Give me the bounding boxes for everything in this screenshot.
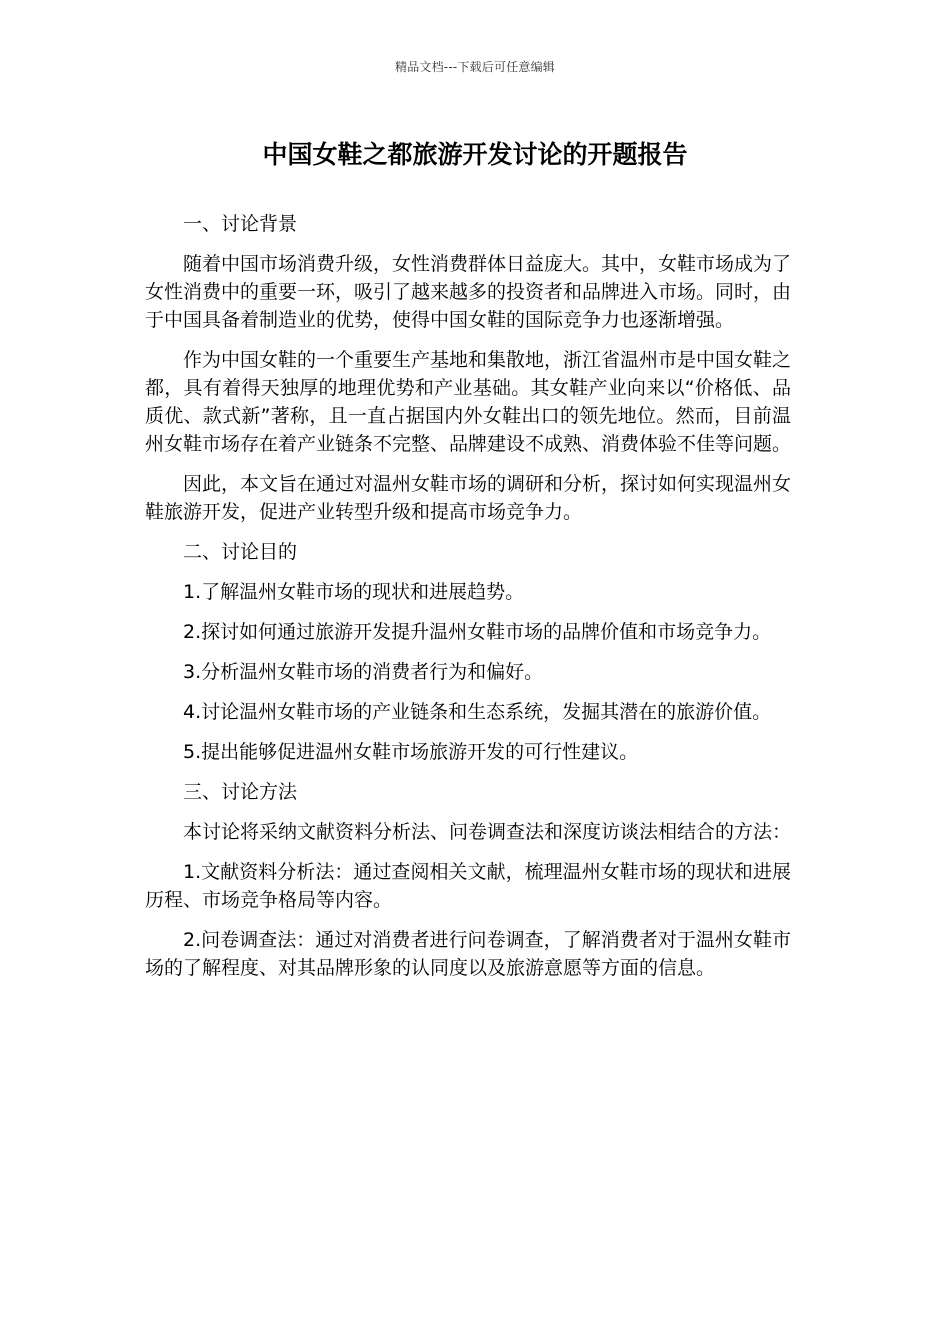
- list-item: 5.提出能够促进温州女鞋市场旅游开发的可行性建议。: [183, 741, 639, 763]
- list-item: 1.了解温州女鞋市场的现状和进展趋势。: [183, 581, 525, 603]
- paragraph: 因此，本文旨在通过对温州女鞋市场的调研和分析，探讨如何实现温州女鞋旅游开发，促进产业转型升级和提高市场竞争力。: [145, 473, 792, 523]
- paragraph: 作为中国女鞋的一个重要生产基地和集散地，浙江省温州市是中国女鞋之都，具有着得天独厚的地理优势和产业基础。其女鞋产业向来以“价格低、品质优、款式新”著称，且一直占据国内外女鞋出口的领先地位。然而，目前温州女鞋市场存在着产业链条不完整、品牌建设不成熟、消费体验不佳等问题。: [145, 349, 792, 455]
- section-heading-method: 三、讨论方法: [183, 781, 298, 803]
- paragraph: 本讨论将采纳文献资料分析法、问卷调查法和深度访谈法相结合的方法：: [183, 821, 792, 843]
- list-item: 2.探讨如何通过旅游开发提升温州女鞋市场的品牌价值和市场竞争力。: [183, 621, 772, 643]
- list-item: 3.分析温州女鞋市场的消费者行为和偏好。: [183, 661, 544, 683]
- section-heading-background: 一、讨论背景: [183, 213, 298, 235]
- document-body: [145, 210, 791, 994]
- document-title: 中国女鞋之都旅游开发讨论的开题报告: [262, 140, 688, 169]
- section-heading-purpose: 二、讨论目的: [183, 541, 298, 563]
- header-note: 精品文档---下载后可任意编辑: [395, 60, 555, 74]
- paragraph: 随着中国市场消费升级，女性消费群体日益庞大。其中，女鞋市场成为了女性消费中的重要一环，吸引了越来越多的投资者和品牌进入市场。同时，由于中国具备着制造业的优势，使得中国女鞋的国际竞争力也逐渐增强。: [145, 253, 792, 331]
- list-item: 1.文献资料分析法：通过查阅相关文献，梳理温州女鞋市场的现状和进展历程、市场竞争格局等内容。: [145, 861, 791, 911]
- list-item: 2.问卷调查法：通过对消费者进行问卷调查，了解消费者对于温州女鞋市场的了解程度、对其品牌形象的认同度以及旅游意愿等方面的信息。: [145, 929, 791, 979]
- list-item: 4.讨论温州女鞋市场的产业链条和生态系统，发掘其潜在的旅游价值。: [183, 701, 772, 723]
